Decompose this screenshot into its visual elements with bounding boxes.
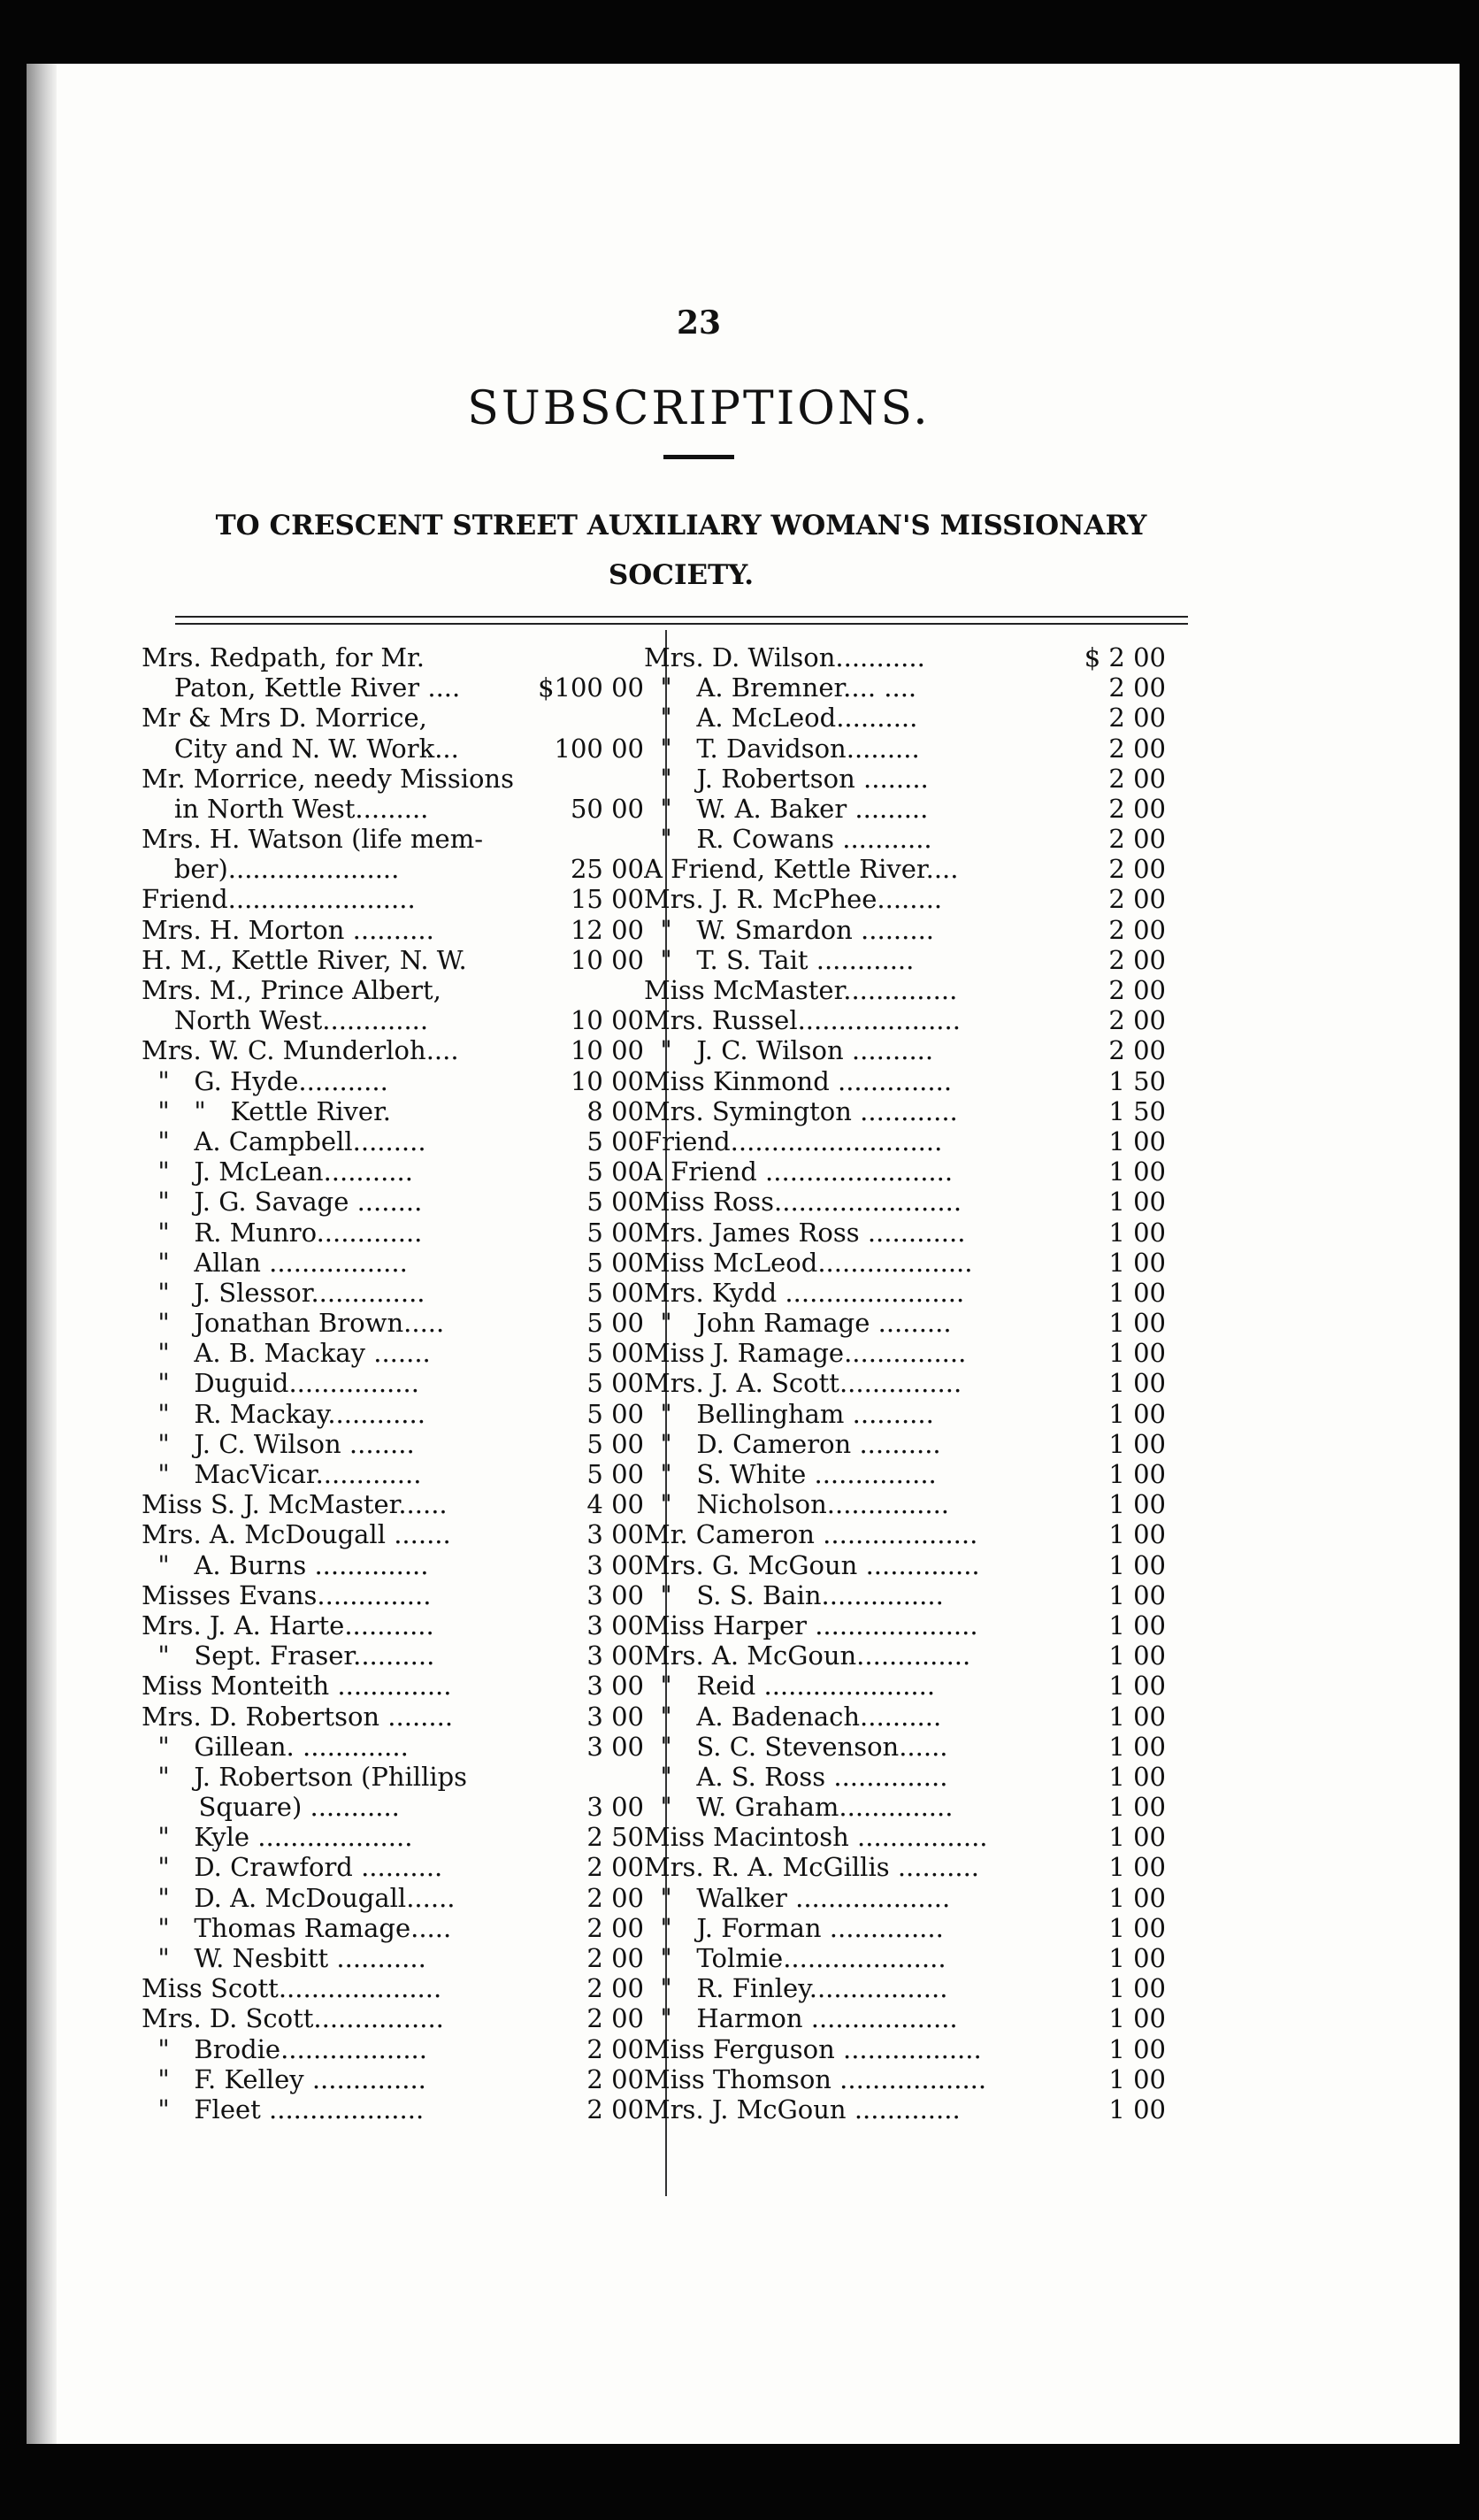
subscriber-name: Square) ........... [142, 1792, 400, 1823]
subscription-entry [142, 854, 653, 884]
subscription-entry [644, 975, 1175, 1005]
subscription-amount: 2 00 [586, 1973, 644, 2004]
subscriber-name: " Brodie.................. [142, 2033, 427, 2064]
subscription-entry [644, 945, 1175, 975]
subscriber-name: Miss McMaster.............. [644, 975, 958, 1006]
subscription-entry [644, 1732, 1175, 1762]
subscription-amount: 1 00 [1108, 1882, 1166, 1913]
subscription-amount: 2 00 [586, 1882, 644, 1913]
subscriber-name: " S. C. Stevenson...... [644, 1731, 948, 1762]
subscription-entry [142, 1035, 653, 1065]
subscriber-name: Mr. Cameron ................... [644, 1519, 978, 1550]
subscriber-name: " J. C. Wilson ........ [142, 1428, 415, 1459]
subscription-amount: 2 00 [1108, 854, 1166, 885]
subscription-entry [644, 1005, 1175, 1035]
subscription-entry [644, 794, 1175, 824]
subscription-amount: 25 00 [570, 854, 644, 885]
subscription-entry [142, 1429, 653, 1459]
subscription-entry [644, 1610, 1175, 1640]
subscription-amount: 1 50 [1108, 1095, 1166, 1126]
subscription-amount: 2 00 [586, 1943, 644, 1974]
subscription-amount: 3 00 [586, 1519, 644, 1550]
subscription-entry [142, 2034, 653, 2064]
subscription-entry [644, 703, 1175, 733]
subscription-entry [644, 1369, 1175, 1399]
subscription-amount: 1 00 [1108, 1579, 1166, 1610]
subscription-entry [142, 1278, 653, 1308]
subscriber-name: " " Kettle River. [142, 1095, 391, 1126]
header-rule-top [175, 616, 1188, 618]
subscriber-name: Miss Thomson .................. [644, 2063, 987, 2094]
subscription-amount: $ 2 00 [1084, 642, 1166, 672]
subscription-entry [142, 1338, 653, 1368]
subscriber-name: Mrs. G. McGoun .............. [644, 1549, 980, 1580]
subscription-entry [644, 1822, 1175, 1852]
subscription-entry [142, 1248, 653, 1278]
subscriber-name: " A. Campbell......... [142, 1126, 426, 1156]
subscription-entry [644, 1762, 1175, 1792]
subscription-amount: 3 00 [586, 1549, 644, 1580]
subscriber-name: " W. Graham.............. [644, 1792, 954, 1823]
subscription-amount: 2 50 [586, 1822, 644, 1853]
subscription-amount: 5 00 [586, 1459, 644, 1490]
subscription-amount: 5 00 [586, 1308, 644, 1339]
subscription-entry [142, 885, 653, 915]
subscription-entry [142, 1973, 653, 2003]
left-subscription-column [142, 642, 653, 2124]
subscription-entry [644, 1096, 1175, 1126]
subscription-entry [644, 734, 1175, 764]
subscriber-name: Paton, Kettle River .... [142, 672, 461, 703]
subscriber-name: " D. Crawford .......... [142, 1852, 443, 1883]
subscriber-name: Mrs. D. Wilson........... [644, 642, 925, 672]
subscriber-name: Mrs. A. McDougall ....... [142, 1519, 451, 1550]
subscription-amount: 2 00 [1108, 944, 1166, 975]
subscription-amount: 2 00 [586, 2063, 644, 2094]
subscription-entry [142, 1005, 653, 1035]
subscription-amount: 5 00 [586, 1217, 644, 1248]
subscription-amount: 5 00 [586, 1338, 644, 1369]
subscriber-name: " S. White ............... [644, 1459, 937, 1490]
subscriber-name: Miss Harper .................... [644, 1610, 978, 1640]
subscriber-name: " J. Forman .............. [644, 1912, 944, 1943]
subscription-amount: 1 00 [1108, 1368, 1166, 1399]
subscriber-name: Mrs. James Ross ............ [644, 1217, 966, 1248]
subscription-entry [644, 854, 1175, 884]
subscription-amount: 2 00 [1108, 914, 1166, 945]
subscription-amount: 1 00 [1108, 1247, 1166, 1278]
subscriber-name: Mrs. A. McGoun.............. [644, 1640, 971, 1671]
subscription-amount: 2 00 [1108, 884, 1166, 915]
subscription-entry [142, 1399, 653, 1429]
subscription-amount: 1 00 [1108, 2094, 1166, 2124]
subscription-amount: 1 00 [1108, 1549, 1166, 1580]
subscription-entry [142, 1822, 653, 1852]
subscription-entry [142, 1218, 653, 1248]
subscriber-name: " Thomas Ramage..... [142, 1912, 452, 1943]
subscription-amount: 1 00 [1108, 1973, 1166, 2004]
subscription-entry [644, 1489, 1175, 1519]
subscriber-name: North West............. [142, 1005, 429, 1036]
subscriber-name: " John Ramage ......... [644, 1308, 952, 1339]
subscriber-name: Miss McLeod................... [644, 1247, 973, 1278]
subscriber-name: " A. McLeod.......... [644, 703, 918, 734]
subscriber-name: Mrs. H. Watson (life mem- [142, 824, 484, 855]
subscriber-name: Mrs. R. A. McGillis .......... [644, 1852, 980, 1883]
subscription-amount: 1 00 [1108, 1731, 1166, 1762]
subscription-entry [644, 1066, 1175, 1096]
subscription-entry [644, 1519, 1175, 1549]
subscription-entry [142, 734, 653, 764]
subscription-amount: 3 00 [586, 1731, 644, 1762]
subscription-entry [644, 1792, 1175, 1822]
subscription-amount: 3 00 [586, 1579, 644, 1610]
subscription-amount: 1 00 [1108, 1761, 1166, 1792]
subscriber-name: " R. Munro............. [142, 1217, 423, 1248]
subscription-entry [142, 945, 653, 975]
subscriber-name: A Friend, Kettle River.... [644, 854, 959, 885]
subscription-amount: 1 00 [1108, 1610, 1166, 1640]
subscription-amount: 3 00 [586, 1640, 644, 1671]
subscription-amount: 10 00 [570, 944, 644, 975]
subscription-entry [644, 1248, 1175, 1278]
subscriber-name: " Kyle ................... [142, 1822, 413, 1853]
subscription-entry [644, 2064, 1175, 2094]
document-page [27, 64, 1460, 2444]
subscriber-name: Miss Ross....................... [644, 1187, 962, 1218]
subscription-entry [142, 1580, 653, 1610]
subscription-amount: 1 00 [1108, 1489, 1166, 1520]
subscription-entry [644, 672, 1175, 703]
subscription-amount: 1 00 [1108, 1519, 1166, 1550]
subscription-amount: 1 00 [1108, 1187, 1166, 1218]
subscription-amount: 15 00 [570, 884, 644, 915]
subscription-entry [644, 2094, 1175, 2124]
subscription-amount: 1 00 [1108, 1338, 1166, 1369]
subscriber-name: " Harmon .................. [644, 2003, 958, 2034]
subscriber-name: Mrs. J. A. Harte........... [142, 1610, 434, 1640]
subscription-amount: 2 00 [1108, 672, 1166, 703]
subscription-amount: 2 00 [1108, 975, 1166, 1006]
subscription-entry [644, 1550, 1175, 1580]
subscription-entry [644, 1429, 1175, 1459]
subscriber-name: " G. Hyde........... [142, 1065, 388, 1096]
subscriber-name: " W. Smardon ......... [644, 914, 935, 945]
subscriber-name: Miss Monteith .............. [142, 1671, 452, 1702]
subscription-amount: 1 00 [1108, 1156, 1166, 1187]
subscription-amount: 10 00 [570, 1065, 644, 1096]
subscriber-name: " A. Bremner.... .... [644, 672, 917, 703]
subscriber-name: Miss Macintosh ................ [644, 1822, 988, 1853]
subscription-entry [644, 1399, 1175, 1429]
subscription-amount: 5 00 [586, 1277, 644, 1308]
subscriber-name: " Fleet ................... [142, 2094, 425, 2124]
subscription-entry [644, 1187, 1175, 1217]
subscription-amount: 5 00 [586, 1368, 644, 1399]
subscription-entry [142, 1519, 653, 1549]
subscription-amount: 2 00 [1108, 1005, 1166, 1036]
subscription-entry [142, 1156, 653, 1187]
subscriber-name: " W. Nesbitt ........... [142, 1943, 426, 1974]
subscriber-name: " A. B. Mackay ....... [142, 1338, 431, 1369]
subscriber-name: Mrs. H. Morton .......... [142, 914, 434, 945]
subscriber-name: " Tolmie.................... [644, 1943, 946, 1974]
subscription-amount: 10 00 [570, 1005, 644, 1036]
subscriber-name: " MacVicar............. [142, 1459, 422, 1490]
subscription-amount: 1 00 [1108, 1671, 1166, 1702]
subscriber-name: Miss J. Ramage............... [644, 1338, 967, 1369]
subscription-entry [644, 2003, 1175, 2033]
subscription-entry [142, 672, 653, 703]
subscription-entry [142, 975, 653, 1005]
subscription-amount: 1 00 [1108, 1701, 1166, 1732]
subscriber-name: " D. Cameron .......... [644, 1428, 941, 1459]
subscriber-name: Mr. Morrice, needy Missions [142, 763, 514, 794]
subscription-amount: 3 00 [586, 1610, 644, 1640]
subscription-amount: 1 00 [1108, 2003, 1166, 2034]
subscriber-name: " J. C. Wilson .......... [644, 1035, 934, 1066]
subscriber-name: Misses Evans.............. [142, 1579, 432, 1610]
subscription-entry [644, 824, 1175, 854]
subscription-amount: 1 00 [1108, 1459, 1166, 1490]
subscriber-name: Miss Scott.................... [142, 1973, 442, 2004]
subscription-amount: 1 00 [1108, 1822, 1166, 1853]
subscription-entry [142, 1187, 653, 1217]
subscription-amount: 1 00 [1108, 2063, 1166, 2094]
subscription-entry [644, 1640, 1175, 1671]
subscriber-name: " Allan ................. [142, 1247, 408, 1278]
subscription-amount: 1 50 [1108, 1065, 1166, 1096]
subscription-amount: 2 00 [1108, 763, 1166, 794]
subscription-entry [142, 2064, 653, 2094]
subscriber-name: " T. Davidson......... [644, 733, 920, 764]
subscriber-name: " J. Slessor.............. [142, 1277, 425, 1308]
subscription-entry [142, 1489, 653, 1519]
subscriber-name: " J. McLean........... [142, 1156, 413, 1187]
subscription-amount: 12 00 [570, 914, 644, 945]
subscription-entry [644, 1308, 1175, 1338]
subscription-amount: 2 00 [1108, 793, 1166, 824]
subscription-amount: 50 00 [570, 793, 644, 824]
subscriber-name: " R. Cowans ........... [644, 824, 932, 855]
subscription-amount: 5 00 [586, 1247, 644, 1278]
subscriber-name: in North West......... [142, 793, 429, 824]
subscription-amount: 2 00 [586, 2094, 644, 2124]
subscription-entry [644, 1126, 1175, 1156]
subscription-entry [644, 1459, 1175, 1489]
subscriber-name: City and N. W. Work... [142, 733, 459, 764]
subscriber-name: Miss Kinmond .............. [644, 1065, 953, 1096]
subscriber-name: Mrs. Russel.................... [644, 1005, 961, 1036]
subscription-entry [142, 1096, 653, 1126]
subscription-amount: 1 00 [1108, 1126, 1166, 1156]
subscription-entry [644, 1853, 1175, 1883]
subscription-entry [142, 1640, 653, 1671]
subscription-entry [142, 2003, 653, 2033]
subscription-amount: 5 00 [586, 1398, 644, 1429]
subscription-amount: $100 00 [538, 672, 644, 703]
subscription-entry [644, 1580, 1175, 1610]
subscription-amount: 3 00 [586, 1701, 644, 1732]
subscriber-name: " J. Robertson ........ [644, 763, 929, 794]
subscriber-name: Mrs. Symington ............ [644, 1095, 958, 1126]
page-title: SUBSCRIPTIONS. [467, 382, 931, 435]
subscription-entry [142, 1308, 653, 1338]
subscriber-name: " Jonathan Brown..... [142, 1308, 445, 1339]
subscription-entry [142, 1732, 653, 1762]
subscription-entry [644, 1943, 1175, 1973]
subscription-entry [644, 1671, 1175, 1701]
subscription-amount: 2 00 [1108, 733, 1166, 764]
subscription-amount: 4 00 [586, 1489, 644, 1520]
subscription-entry [644, 1035, 1175, 1065]
subscription-entry [644, 764, 1175, 794]
subscription-entry [644, 1338, 1175, 1368]
subscription-entry [644, 2034, 1175, 2064]
subscription-entry [142, 1913, 653, 1943]
subscriber-name: " J. Robertson (Phillips [142, 1761, 468, 1792]
subscription-amount: 2 00 [586, 1912, 644, 1943]
subscriber-name: Mrs. W. C. Munderloh.... [142, 1035, 459, 1066]
page-number: 23 [676, 304, 722, 342]
subscription-entry [142, 1883, 653, 1913]
subscription-entry [644, 1278, 1175, 1308]
subscription-entry [644, 1913, 1175, 1943]
subscription-amount: 10 00 [570, 1035, 644, 1066]
subscription-entry [142, 915, 653, 945]
subscriber-name: Mrs. Redpath, for Mr. [142, 642, 425, 672]
subscription-entry [142, 794, 653, 824]
subscription-amount: 5 00 [586, 1126, 644, 1156]
subscription-entry [142, 2094, 653, 2124]
subscriber-name: Mrs. D. Robertson ........ [142, 1701, 454, 1732]
subscriber-name: " Bellingham .......... [644, 1398, 934, 1429]
subscriber-name: " S. S. Bain............... [644, 1579, 944, 1610]
subscriber-name: Miss Ferguson ................. [644, 2033, 982, 2064]
subscription-entry [644, 1883, 1175, 1913]
subscriber-name: Friend.......................... [644, 1126, 943, 1156]
subscriber-name: " A. S. Ross .............. [644, 1761, 948, 1792]
subscription-amount: 2 00 [586, 2033, 644, 2064]
subscriber-name: " Duguid................ [142, 1368, 419, 1399]
subscription-amount: 5 00 [586, 1156, 644, 1187]
subscription-entry [644, 642, 1175, 672]
subscription-entry [644, 1702, 1175, 1732]
subscription-amount: 2 00 [586, 1852, 644, 1883]
subscription-amount: 8 00 [586, 1095, 644, 1126]
subscriber-name: Miss S. J. McMaster...... [142, 1489, 448, 1520]
subscriber-name: " Reid ..................... [644, 1671, 936, 1702]
subscription-entry [142, 1853, 653, 1883]
subscription-entry [644, 1156, 1175, 1187]
subscription-entry [142, 703, 653, 733]
subscriber-name: Mr & Mrs D. Morrice, [142, 703, 427, 734]
subscription-entry [142, 1550, 653, 1580]
subscription-amount: 1 00 [1108, 1428, 1166, 1459]
header-rule-bottom [175, 623, 1188, 625]
subscription-entry [644, 915, 1175, 945]
subscription-amount: 1 00 [1108, 1217, 1166, 1248]
subscriber-name: ber)..................... [142, 854, 400, 885]
subscriber-name: " T. S. Tait ............ [644, 944, 915, 975]
subscriber-name: " R. Mackay............ [142, 1398, 425, 1429]
subscription-entry [644, 885, 1175, 915]
subtitle-line-1: TO CRESCENT STREET AUXILIARY WOMAN'S MISSIONARY [215, 510, 1147, 542]
subscriber-name: " A. Burns .............. [142, 1549, 429, 1580]
subscriber-name: " D. A. McDougall...... [142, 1882, 456, 1913]
subscriber-name: " Walker ................... [644, 1882, 951, 1913]
title-rule [663, 455, 734, 459]
subscription-amount: 1 00 [1108, 1792, 1166, 1823]
subscription-entry [142, 1792, 653, 1822]
subscription-entry [142, 1671, 653, 1701]
subscription-entry [142, 824, 653, 854]
subscriber-name: " J. G. Savage ........ [142, 1187, 423, 1218]
subscriber-name: Mrs. J. McGoun ............. [644, 2094, 961, 2124]
subscriber-name: " Nicholson............... [644, 1489, 950, 1520]
subscriber-name: Mrs. M., Prince Albert, [142, 975, 441, 1006]
subscription-entry [142, 1610, 653, 1640]
subtitle [168, 501, 1194, 600]
subscription-amount: 1 00 [1108, 1912, 1166, 1943]
subscriber-name: A Friend ....................... [644, 1156, 954, 1187]
subscription-amount: 2 00 [1108, 1035, 1166, 1066]
subscription-amount: 1 00 [1108, 1277, 1166, 1308]
subscriber-name: Friend....................... [142, 884, 416, 915]
subscription-entry [644, 1973, 1175, 2003]
subscription-amount: 1 00 [1108, 1398, 1166, 1429]
subscriber-name: H. M., Kettle River, N. W. [142, 944, 467, 975]
subscriber-name: " F. Kelley .............. [142, 2063, 426, 2094]
subscriber-name: " Sept. Fraser.......... [142, 1640, 435, 1671]
subscription-entry [142, 1126, 653, 1156]
subscriber-name: Mrs. Kydd ...................... [644, 1277, 965, 1308]
subscriber-name: " W. A. Baker ......... [644, 793, 929, 824]
right-subscription-column [644, 642, 1175, 2124]
subscription-entry [142, 764, 653, 794]
subscription-amount: 2 00 [586, 2003, 644, 2034]
subscription-entry [142, 1762, 653, 1792]
subscription-amount: 2 00 [1108, 703, 1166, 734]
subscriber-name: " R. Finley................. [644, 1973, 948, 2004]
subscription-amount: 1 00 [1108, 2033, 1166, 2064]
subscription-amount: 1 00 [1108, 1640, 1166, 1671]
subscription-entry [142, 1702, 653, 1732]
subscription-amount: 5 00 [586, 1187, 644, 1218]
subscription-entry [142, 1066, 653, 1096]
subscriber-name: " A. Badenach.......... [644, 1701, 942, 1732]
subscription-amount: 3 00 [586, 1671, 644, 1702]
subscription-entry [142, 1943, 653, 1973]
subscriber-name: Mrs. J. A. Scott............... [644, 1368, 962, 1399]
subscription-entry [142, 1369, 653, 1399]
subscription-entry [644, 1218, 1175, 1248]
subscription-amount: 2 00 [1108, 824, 1166, 855]
subscriber-name: Mrs. D. Scott................ [142, 2003, 444, 2034]
subtitle-line-2: SOCIETY. [608, 559, 755, 591]
subscription-amount: 1 00 [1108, 1943, 1166, 1974]
subscriber-name: " Gillean. ............. [142, 1731, 409, 1762]
subscription-amount: 100 00 [554, 733, 644, 764]
subscription-entry [142, 1459, 653, 1489]
subscription-amount: 5 00 [586, 1428, 644, 1459]
subscription-entry [142, 642, 653, 672]
subscription-amount: 1 00 [1108, 1308, 1166, 1339]
subscription-amount: 3 00 [586, 1792, 644, 1823]
subscriber-name: Mrs. J. R. McPhee........ [644, 884, 943, 915]
subscription-amount: 1 00 [1108, 1852, 1166, 1883]
